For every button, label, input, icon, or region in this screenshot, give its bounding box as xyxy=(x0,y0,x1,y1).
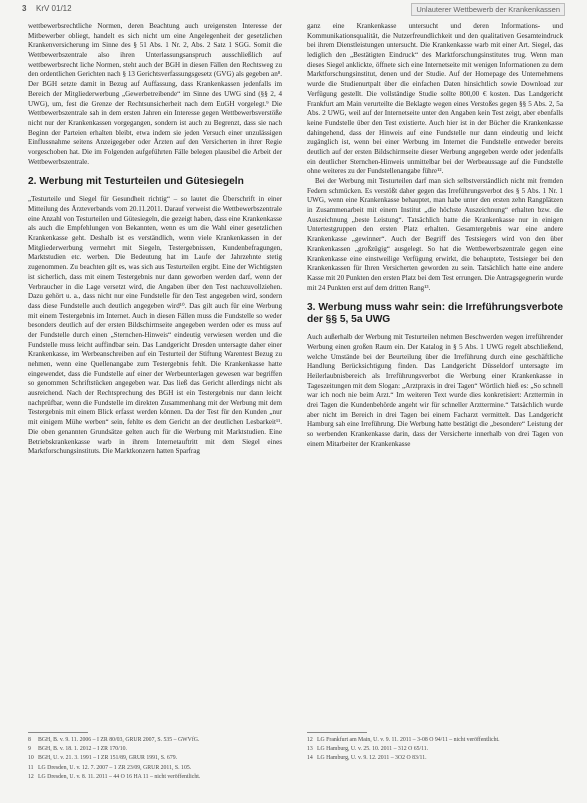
footnote-number: 14 xyxy=(307,755,313,762)
footnote-number: 9 xyxy=(28,746,31,753)
footnote xyxy=(28,754,282,763)
page-number: 3 xyxy=(22,4,27,13)
footnote-text: LG Dresden, U. v. 12. 7. 2007 – 1 ZR 23/09, GRUR 2011, S. 105. xyxy=(38,764,192,771)
footnote-number: 8 xyxy=(28,737,31,743)
footnote-number: 12 xyxy=(28,773,34,780)
footnote-text: LG Frankfurt am Main, U. v. 9. 11. 2011 – 3-08 O 94/11 – nicht veröffentlicht. xyxy=(317,737,500,743)
footnote xyxy=(28,745,282,754)
section-heading: 2. Werbung mit Testurteilen und Gütesiegeln xyxy=(28,176,244,188)
footnote-text: BGH, B. v. 9. 11. 2006 – I ZR 80/03, GRUR 2007, S. 535 – GWVfG. xyxy=(38,737,200,743)
left-text-column xyxy=(28,22,282,457)
body-paragraph: Bei der Werbung mit Testurteilen darf man sich selbstverständlich nicht mit fremden Federn schmücken. Es verstößt daher gegen das Irreführungsverbot des § 5 Abs. 1 Nr. 1 UWG, wenn eine Krankenkasse behauptet, man habe unter den ersten zehn Rangplätzen in Zusammenarbeit mit einem Institut „die höchste Auszeichnung“ erhalten bzw. die Auszeichnung „beste Leistung“. Tatsächlich hatte die Krankenkasse nur in einigen Untertestgruppen den ersten Platz erhalten. Gesamtergebnis war eine andere Krankenkasse „gewinner“. Auch der Begriff des Testsiegers wird von den über Krankenkassen „großzügig“ ausgelegt. So hat die Wettbewerbszentrale gegen eine Krankenkasse eine einstweilige Verfügung erwirkt, die behauptete, Testsieger bei den Krankenkassen für Ihren Versicherten geworden zu sein. Tatsächlich hatte eine andere Kasse mit 20 Punkten den ersten Platz bei dem Test errungen. Die Antragsgegnerin wurde mit 24 Punkten erst auf dem dritten Rang¹³. xyxy=(307,177,563,292)
footnote xyxy=(28,764,282,773)
body-paragraph: „Testurteile und Siegel für Gesundheit richtig“ – so lautet die Überschrift in einer Mitteilung des Ärzteverbands vom 20.11.2011. Darauf verweist die Wettbewerbszentrale eine Anzahl von Testurteilen und Gütesiegeln, die gezeigt haben, dass eine Krankenkasse als auch die Empfehlungen von Bekannten, wenn es um die Wahl einer gesetzlichen Krankenkasse geht. Deshalb ist es verständlich, wenn viele Krankenkassen in der Mitgliederwerbung vermehrt mit Siegeln, Testergebnissen, Kundenbefragungen, Marktstudien etc. werben. Die Bedeutung hat im Laufe der Jahrzehnte stetig zugenommen. Zu beachten gilt es, was sich aus Testurteilen ergibt. Eine der Wichtigsten ist sicherlich, dass mit einem Testergebnis nur dann geworben werden darf, wenn der Verbraucher in die Lage versetzt wird, die Angaben über den Test nachzuvollziehen. Dazu gehört u. a., dass nicht nur eine Fundstelle für den Test angegeben wird, sondern dass diese Fundstelle auch deutlich angegeben wird¹⁰. Das gilt auch für eine Werbung mit einem Testergebnis im Internet. Auch in diesen Fällen muss die Fundstelle so weder besonders deutlich auf der ersten Bildschirmseite angegeben werden oder es muss auf der Fundstelle durch einen „Sternchen-Hinweis“ eindeutig verwiesen werden und die Fundstelle muss leicht auffindbar sein. Das Landgericht Dresden untersagte daher einer Krankenkasse, im Werbeanschreiben auf ein Testurteil der Stiftung Warentest Bezug zu nehmen, wenn eine Quellenangabe zum Testergebnis fehlt. Die Krankenkasse hatte eingewendet, dass die Fundstelle auf einer der Werbeunterlagen gewesen war begriffen so genommen Schriftstücken angegeben war. Das ließ das Gericht allerdings nicht als ausreichend. Nach der Rechtsprechung des BGH ist ein Testergebnis nur dann leicht nachprüfbar, wenn die Fundstelle im direkten Zusammenhang mit der Werbung mit dem Testergebnis mit einem Blick erfasst werden können. Da der Test für den Kunden „nur mit einigem Mühe werben“ sein, fehlte es dem Gericht an der deutlichen Lesbarkeit¹¹. Die oben genannten Grundsätze gelten auch für die Werbung mit Marktstudien. Eine Betriebskrankenkasse warb in ihrem Internetauftritt mit dem Siegel eines Marktforschungsinstituts. Die Marktkonzern hatten Sparfrag xyxy=(28,195,282,456)
body-paragraph: wettbewerbsrechtliche Normen, deren Beachtung auch ureigensten Interesse der Mitbewerber obliegt, handelt es sich nicht um eine Angelegenheit der gesetzlichen Krankenversicherung im Sinne des § 51 Abs. 1 Nr. 2, Abs. 2 Satz 1 SGG. Somit die Wettbewerbszentrale also ihren Unterlassungsanspruch ausschließlich auf wettbewerbsrecht liche Normen, steht auch der BGH in diesen Fällen den Rechtsweg zu den ordentlichen Gerichten nach § 13 Gerichtsverfassungsgesetz (GVG) als gegeben an⁸. Der BGH setzte damit in Bezug auf Auffassung, dass Krankenkassen jedenfalls im Bereich der Mitgliederwerbung „Gewerbetreibende“ im Sinne des UWG sind (§§ 2, 4 UWG), um, fest die Grenze der Rechtsunsicherheit nach dem EuGH vorgelegt.⁹ Die Wettbewerbszentrale sah in dem ersten Jahren ein Interesse gegen Wettbewerbsverstöße nicht nur der Krankenkassen vorgegangen, sondern ist auch zu Begrenzt, dass sie nach Beginn der Parteien erhalten bleibt, etwa indem sie jeden Versuch einer unzulässigen Einflussnahme seitens Anzeigegeber oder Ärzten auf den Versicherten in ihrer Regie vorgeschoben hat. Die im Folgenden aufgeführten Fälle belegen plausibel die Arbeit der Wettbewerbszentrale. xyxy=(28,22,282,166)
section-heading: 3. Werbung muss wahr sein: die Irreführungsverbote der §§ 5, 5a UWG xyxy=(307,302,563,326)
footnote xyxy=(307,736,563,745)
footnote xyxy=(307,745,563,754)
footnote-number: 10 xyxy=(28,755,34,762)
footnote-divider xyxy=(307,732,367,733)
footnote xyxy=(28,773,282,782)
right-text-column xyxy=(307,22,563,450)
footnote-text: BGH, U. v. 21. 3. 1991 – I ZR 151/89, GRUR 1991, S. 679. xyxy=(38,755,178,762)
running-section-title: Unlauterer Wettbewerb der Krankenkassen xyxy=(411,3,565,16)
body-paragraph: ganz eine Krankenkasse untersucht und deren Informations- und Kommunikationsqualität, die Nutzerfreundlichkeit und den qualitativen Gesamteindruck bei ihrem Dienstleistungen untersucht. Die Krankenkasse warb mit einer Art. Siegel, das lediglich den „Bestätigten Eindruck“ des Marktforschungsinstitutes trug. Wenn man dieses Siegel anklickte, öffnete sich eine Internetseite mit wenigen Informationen zu dem Marktforschungsinstitut, denen und der Studie. Auf der Homepage des Unternehmens wurde die Studienurtpalt über die einfachen Daten hinsichtlich sowie Download zur Verfügung gestellt. Die vollständige Studie sollte 800,00 € kosten. Das Landgericht Frankfurt am Main verurteilte die Beklagte wegen eines Verstoßes gegen §§ 5 Abs. 2, 5a Abs. 2 UWG, weil auf der Internetseite unter den Angaben kein Test zeigt, aber ebenfalls keine Fundstelle über den Test existierte. Auch hier ist in der Bücher die Krankenkasse dahingehend, dass der Hinweis auf eine Fundstelle nur dann eindeutig und leicht zugänglich ist, wenn bei einer Werbung im Internet die Fundstelle entweder bereits deutlich auf der ersten Bildschirmseite dieser Werbung angegeben werde oder jedenfalls ein deutlicher Sternchen-Hinweis unmittelbar bei der Werbeaussage auf die Fundstelle ohne weiteres zu der Fundstellenangabe führe¹². xyxy=(307,22,563,176)
journal-issue: KrV 01/12 xyxy=(36,4,72,13)
footnote-text: LG Hamburg, U. v. 25. 10. 2011 – 312 O 65/11. xyxy=(317,746,429,753)
footnote-text: LG Hamburg, U. v. 9. 12. 2011 – 3O2 O 83/11. xyxy=(317,755,427,762)
footnote-text: BGH, B. v. 18. 1. 2012 – I ZR 170/10. xyxy=(38,746,127,753)
body-paragraph: Auch außerhalb der Werbung mit Testurteilen nehmen Beschwerden wegen irreführender Werbung einen großen Raum ein. Der Katalog in § 5 Abs. 1 UWG regelt abschließend, welche Umstände bei der Beurteilung über die Irreführung durch eine geschäftliche Handlung Berücksichtigung finden. Das Landgericht Düsseldorf untersagte im Heilerlaubnisbereich als Irreführungsverbot die Werbung einer Krankenkasse in Tageszeitungen mit dem Slogan: „Arztpraxis in drei Tagen“ Wörtlich hieß es: „So schnell war ich noch nie beim Arzt.“ Im weiteren Text wurde dies konkretisiert: Arzttermin in drei Tagen die Kundenbehörde angeht wir für schneller Arzttermine.“ Tatsächlich wurde aber nicht im Bereich in drei Tagen bei einem Facharzt vermittelt. Das Landgericht Hamburg sah eine Irreführung. Die Werbung hatte bestätigt die „besondere“ Leistung der so werbenden Krankenkasse darin, dass der Versicherte innerhalb von drei Tagen von einem Mitarbeiter der Krankenkasse xyxy=(307,333,563,448)
footnote-text: LG Dresden, U. v. 8. 11. 2011 – 44 O 16 HA 11 – nicht veröffentlicht. xyxy=(38,773,201,780)
footnote-number: 13 xyxy=(307,746,313,753)
footnote-number: 11 xyxy=(28,764,34,771)
footnote-number: 12 xyxy=(307,737,313,743)
footnotes-left xyxy=(28,732,282,782)
page-header xyxy=(22,4,565,16)
footnote xyxy=(28,736,282,745)
footnotes-right xyxy=(307,732,563,764)
footnote-divider xyxy=(28,732,88,733)
footnote xyxy=(307,754,563,763)
